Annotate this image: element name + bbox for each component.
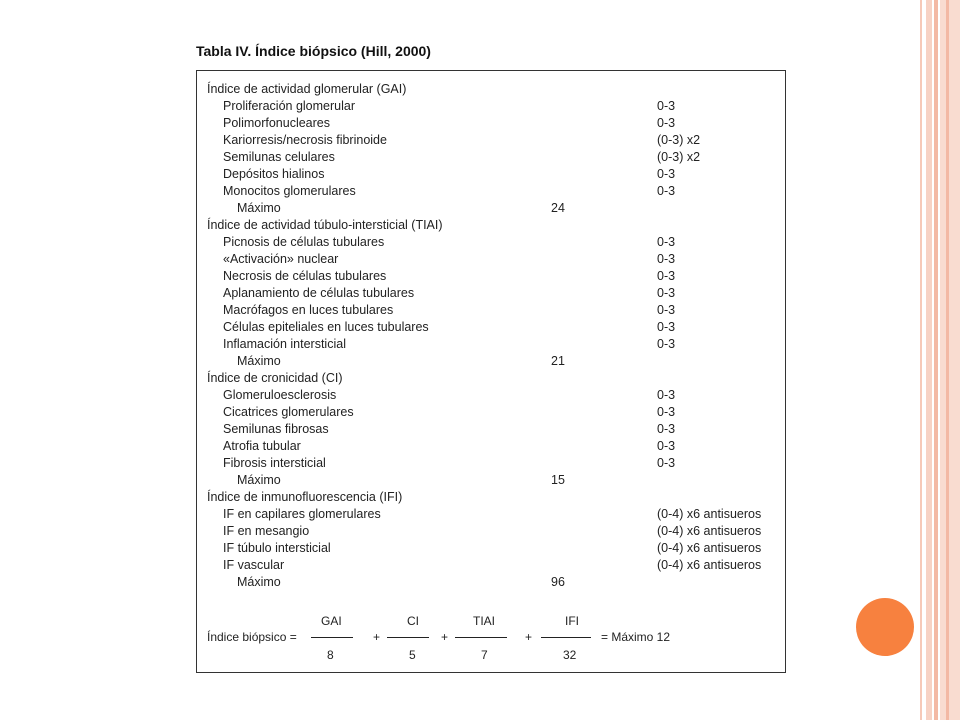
row-label: Polimorfonucleares (223, 116, 330, 130)
section-heading-label: Índice de actividad túbulo-intersticial (TIAI) (207, 218, 443, 232)
row-value: (0-4) x6 antisueros (657, 541, 762, 555)
decor-stripe (920, 0, 922, 720)
plus-sign: + (525, 630, 533, 644)
formula-numerator: GAI (321, 614, 342, 628)
section-heading (197, 489, 785, 506)
formula-denominator: 8 (327, 648, 334, 662)
decor-stripe (926, 0, 932, 720)
row-value: 0-3 (657, 405, 676, 419)
table-row (197, 183, 785, 200)
fraction-line (311, 637, 353, 638)
section-heading-label: Índice de inmunofluorescencia (IFI) (207, 490, 403, 504)
fraction-line (541, 637, 591, 638)
row-label: Proliferación glomerular (223, 99, 356, 113)
row-value: 0-3 (657, 235, 676, 249)
row-label: Semilunas celulares (223, 150, 335, 164)
table-row (197, 285, 785, 302)
table-row (197, 115, 785, 132)
row-label: Inflamación intersticial (223, 337, 346, 351)
row-value: 0-3 (657, 184, 676, 198)
row-value: 0-3 (657, 99, 676, 113)
decor-stripe (940, 0, 960, 720)
row-value: 0-3 (657, 456, 676, 470)
max-label: Máximo (237, 575, 281, 589)
row-value: (0-3) x2 (657, 133, 701, 147)
row-label: Picnosis de células tubulares (223, 235, 385, 249)
table-row (197, 132, 785, 149)
row-label: Fibrosis intersticial (223, 456, 326, 470)
row-value: (0-4) x6 antisueros (657, 558, 762, 572)
row-label: IF túbulo intersticial (223, 541, 331, 555)
max-label: Máximo (237, 473, 281, 487)
table-row (197, 98, 785, 115)
row-label: IF vascular (223, 558, 285, 572)
row-value: 0-3 (657, 388, 676, 402)
row-value: 0-3 (657, 303, 676, 317)
row-label: «Activación» nuclear (223, 252, 339, 266)
section-heading-label: Índice de cronicidad (CI) (207, 371, 343, 385)
row-value: 0-3 (657, 116, 676, 130)
table-row (197, 234, 785, 251)
fraction-line (387, 637, 429, 638)
row-value: 0-3 (657, 439, 676, 453)
max-row (197, 353, 785, 370)
section-heading (197, 217, 785, 234)
row-value: 0-3 (657, 286, 676, 300)
formula-numerator: CI (407, 614, 419, 628)
max-value: 21 (551, 354, 565, 368)
table-row (197, 421, 785, 438)
row-value: 0-3 (657, 252, 676, 266)
table-row (197, 404, 785, 421)
decor-stripe (946, 0, 949, 720)
max-value: 96 (551, 575, 565, 589)
section-heading (197, 81, 785, 98)
row-label: IF en mesangio (223, 524, 310, 538)
plus-sign: + (373, 630, 381, 644)
table-row (197, 336, 785, 353)
table-row (197, 149, 785, 166)
row-value: 0-3 (657, 337, 676, 351)
formula-numerator: IFI (565, 614, 579, 628)
formula-lhs: Índice biópsico = (207, 630, 297, 644)
row-label: Monocitos glomerulares (223, 184, 356, 198)
max-row (197, 200, 785, 217)
table-row (197, 166, 785, 183)
formula-denominator: 7 (481, 648, 488, 662)
row-value: 0-3 (657, 320, 676, 334)
row-value: (0-4) x6 antisueros (657, 507, 762, 521)
section-heading-label: Índice de actividad glomerular (GAI) (207, 82, 407, 96)
table-row (197, 438, 785, 455)
row-label: Aplanamiento de células tubulares (223, 286, 415, 300)
orange-circle-decoration (856, 598, 914, 656)
max-label: Máximo (237, 201, 281, 215)
row-value: 0-3 (657, 167, 676, 181)
table-box (196, 70, 786, 673)
table-row (197, 387, 785, 404)
max-row (197, 472, 785, 489)
row-label: Cicatrices glomerulares (223, 405, 354, 419)
table-row (197, 506, 785, 523)
row-label: Semilunas fibrosas (223, 422, 329, 436)
fraction-line (455, 637, 507, 638)
row-label: IF en capilares glomerulares (223, 507, 381, 521)
section-heading (197, 370, 785, 387)
table-row (197, 319, 785, 336)
formula (197, 609, 785, 669)
row-label: Glomeruloesclerosis (223, 388, 337, 402)
table-row (197, 557, 785, 574)
row-value: 0-3 (657, 422, 676, 436)
formula-rhs: = Máximo 12 (601, 630, 671, 644)
formula-denominator: 32 (563, 648, 577, 662)
table-row (197, 251, 785, 268)
formula-denominator: 5 (409, 648, 416, 662)
table-title: Tabla IV. Índice biópsico (Hill, 2000) (196, 43, 431, 59)
formula-numerator: TIAI (473, 614, 496, 628)
max-value: 15 (551, 473, 565, 487)
table-rows (197, 81, 785, 591)
max-row (197, 574, 785, 591)
row-value: (0-4) x6 antisueros (657, 524, 762, 538)
row-label: Células epiteliales en luces tubulares (223, 320, 429, 334)
row-value: 0-3 (657, 269, 676, 283)
row-label: Necrosis de células tubulares (223, 269, 387, 283)
row-label: Macrófagos en luces tubulares (223, 303, 394, 317)
table-row (197, 540, 785, 557)
row-value: (0-3) x2 (657, 150, 701, 164)
max-value: 24 (551, 201, 565, 215)
table-row (197, 268, 785, 285)
plus-sign: + (441, 630, 449, 644)
table-row (197, 302, 785, 319)
table-row (197, 523, 785, 540)
row-label: Kariorresis/necrosis fibrinoide (223, 133, 387, 147)
row-label: Depósitos hialinos (223, 167, 325, 181)
decor-stripe (934, 0, 938, 720)
row-label: Atrofia tubular (223, 439, 301, 453)
table-row (197, 455, 785, 472)
max-label: Máximo (237, 354, 281, 368)
